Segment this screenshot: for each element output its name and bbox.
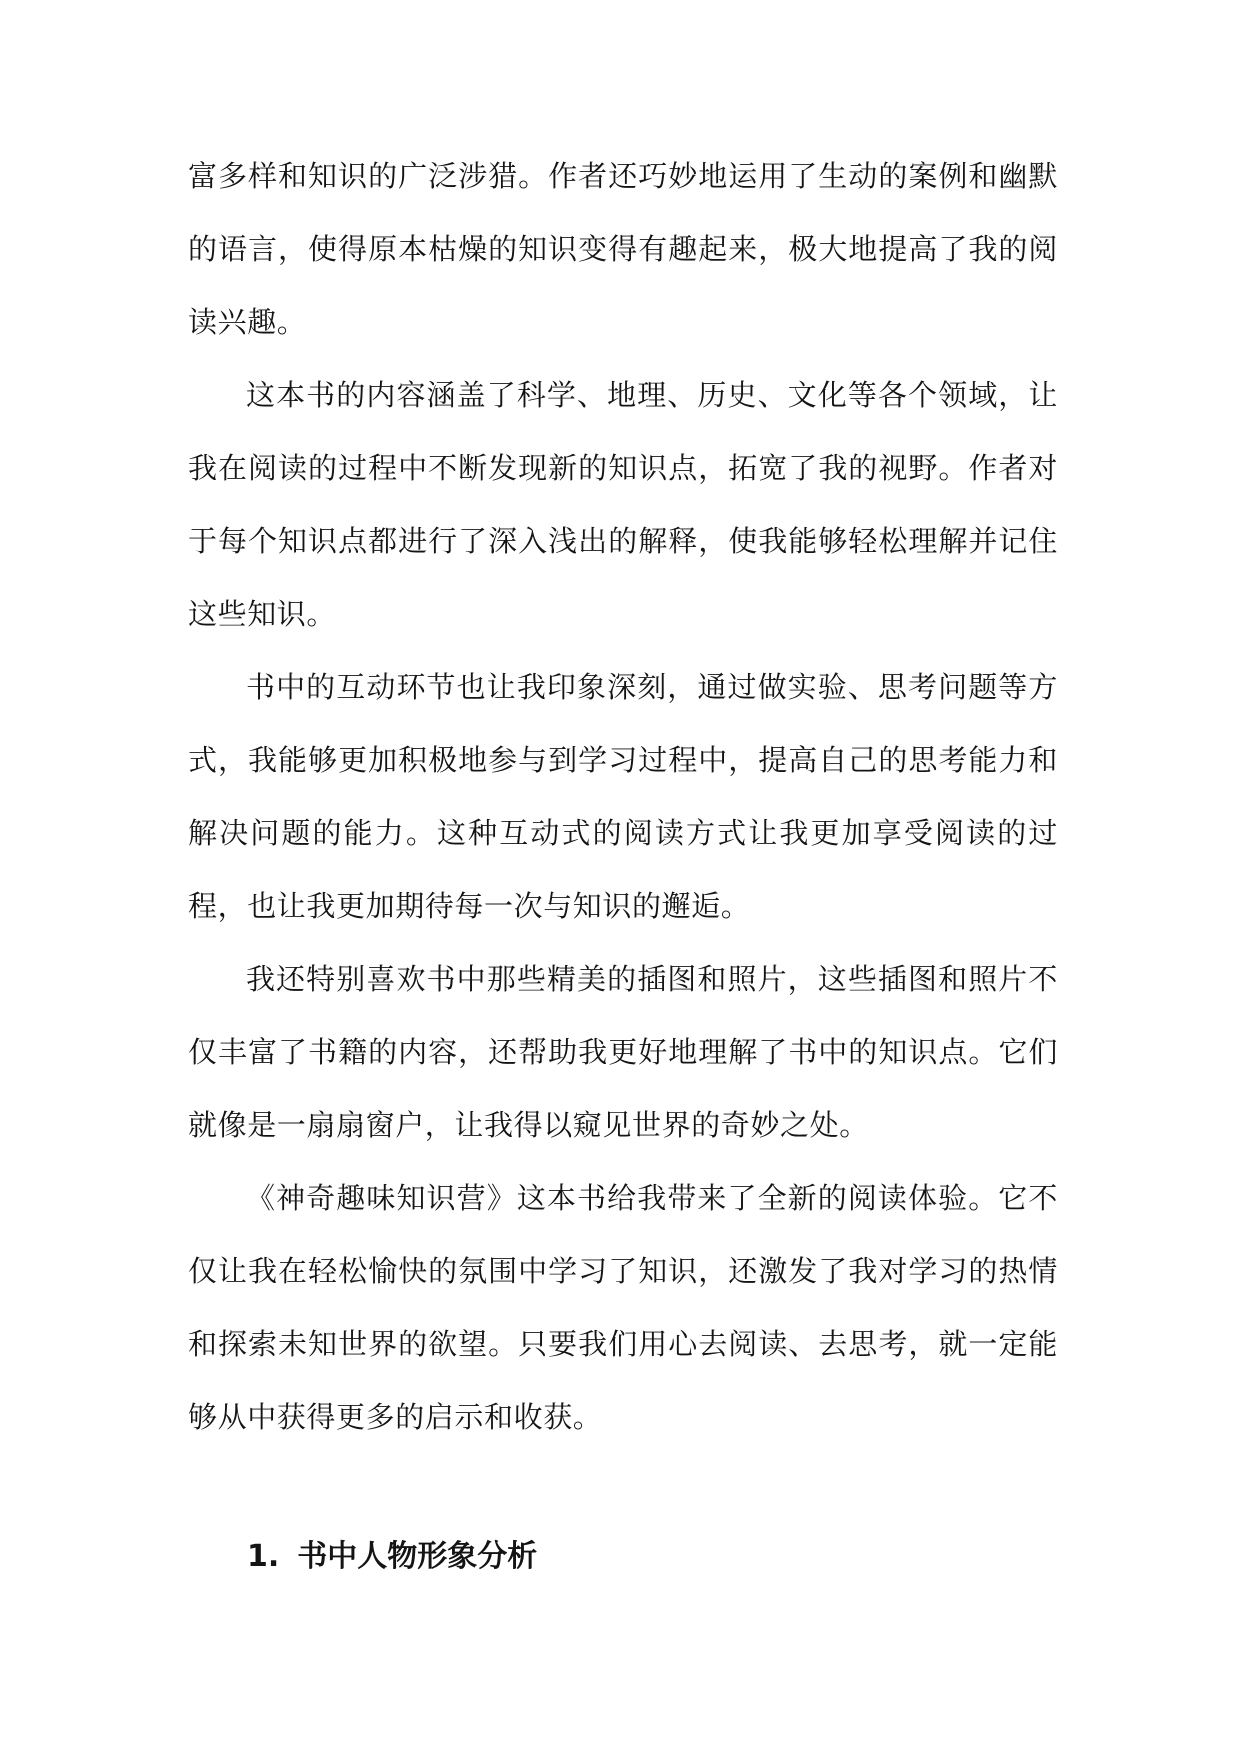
document-body bbox=[188, 140, 1058, 1454]
paragraph: 富多样和知识的广泛涉猎。作者还巧妙地运用了生动的案例和幽默的语言，使得原本枯燥的知识变得有趣起来，极大地提高了我的阅读兴趣。 bbox=[188, 159, 1058, 339]
section-heading bbox=[247, 1535, 537, 1579]
paragraph: 这本书的内容涵盖了科学、地理、历史、文化等各个领域，让我在阅读的过程中不断发现新的知识点，拓宽了我的视野。作者对于每个知识点都进行了深入浅出的解释，使我能够轻松理解并记住这些知识。 bbox=[188, 378, 1058, 631]
section-number: 1. bbox=[247, 1539, 280, 1574]
paragraph: 我还特别喜欢书中那些精美的插图和照片，这些插图和照片不仅丰富了书籍的内容，还帮助我更好地理解了书中的知识点。它们就像是一扇扇窗户，让我得以窥见世界的奇妙之处。 bbox=[188, 962, 1058, 1142]
paragraph: 《神奇趣味知识营》这本书给我带来了全新的阅读体验。它不仅让我在轻松愉快的氛围中学习了知识，还激发了我对学习的热情和探索未知世界的欲望。只要我们用心去阅读、去思考，就一定能够从中获得更多的启示和收获。 bbox=[188, 1181, 1058, 1434]
section-title: 书中人物形象分析 bbox=[297, 1539, 538, 1574]
paragraph: 书中的互动环节也让我印象深刻，通过做实验、思考问题等方式，我能够更加积极地参与到学习过程中，提高自己的思考能力和解决问题的能力。这种互动式的阅读方式让我更加享受阅读的过程，也让我更加期待每一次与知识的邂逅。 bbox=[188, 670, 1058, 923]
